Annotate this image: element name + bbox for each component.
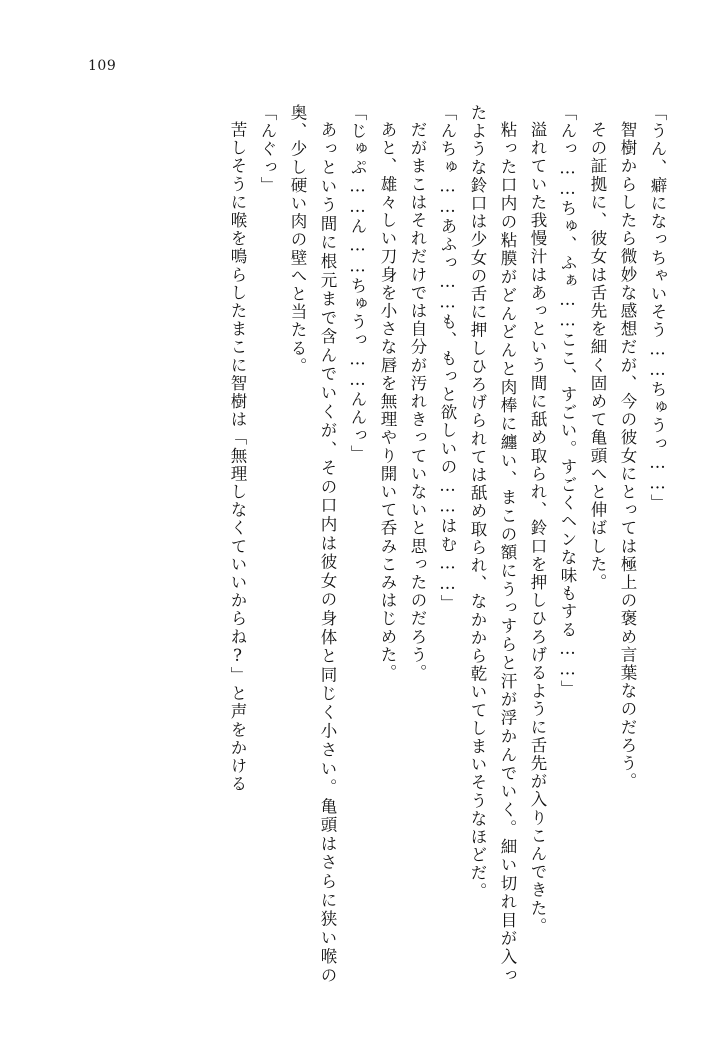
page-number: 109 (88, 58, 117, 74)
paragraph-1: 「うん、癖になっちゃいそう……ちゅうっ……」 (648, 104, 667, 513)
body-text-vertical (52, 104, 672, 984)
paragraph-12: 「んぐっ」 (258, 104, 277, 195)
paragraph-4: 「んっ……ちゅ、ふぁ……ここ、すごい。すごくヘンな味もする……」 (558, 104, 577, 699)
paragraph-9: あと、雄々しい刀身を小さな唇を無理やり開いて呑みこみはじめた。 (378, 120, 397, 682)
paragraph-10: 「じゅぷ……ん……ちゅうっ……んんっ」 (348, 104, 367, 463)
paragraph-11: あっという間に根元まで含んでいくが、その口内は彼女の身体と同じく小さい。亀頭はさらに狭い喉の奥、少し硬い肉の壁へと当たる。 (288, 104, 337, 984)
paragraph-8: だがまこはそれだけでは自分が汚れきっていないと思ったのだろう。 (408, 120, 427, 682)
paragraph-5: 溢れていた我慢汁はあっという間に舐め取られ、鈴口を押しひろげるように舌先が入りこんできた。 (528, 120, 547, 935)
paragraph-13: 苦しそうに喉を鳴らしたまこに智樹は「無理しなくていいからね?」と声をかける (228, 120, 247, 793)
paragraph-3: その証拠に、彼女は舌先を細く固めて亀頭へと伸ばした。 (588, 120, 607, 592)
paragraph-7: 「んちゅ……あふっ……も、もっと欲しいの……はむ……」 (438, 104, 457, 613)
paragraph-2: 智樹からしたら微妙な感想だが、今の彼女にとっては極上の褒め言葉なのだろう。 (618, 120, 637, 791)
paragraph-6: 粘った口内の粘膜がどんどんと肉棒に纏い、まこの額にうっすらと汗が浮かんでいく。細い切れ目が入ったような鈴口は少女の舌に押しひろげられては舐め取られ、なかから乾いてしまいそうなほどだ。 (468, 104, 517, 984)
